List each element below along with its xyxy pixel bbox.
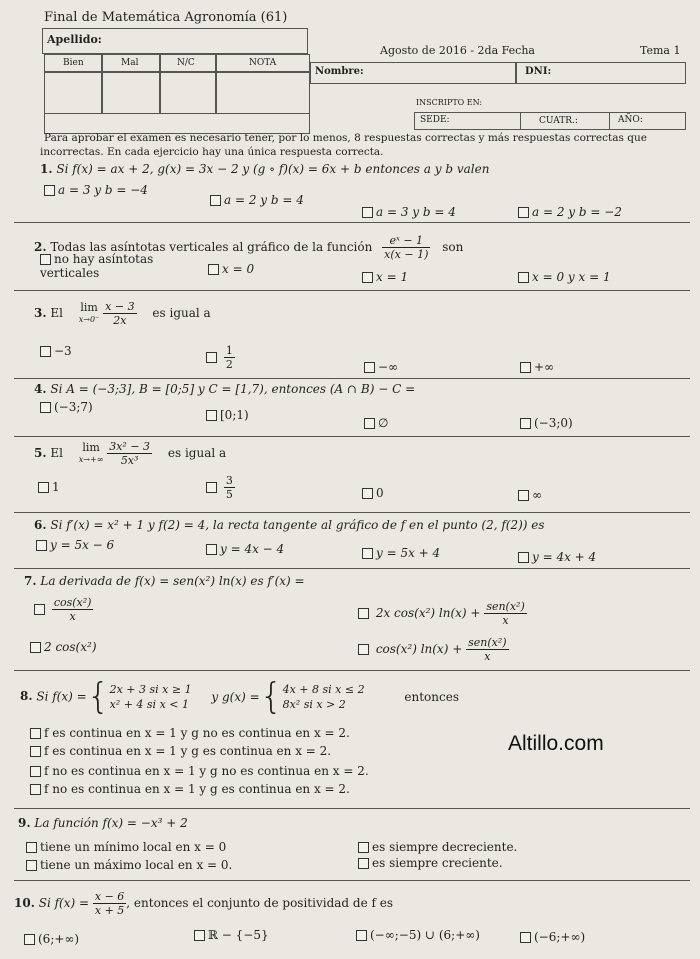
checkbox-icon xyxy=(208,264,219,275)
checkbox-icon xyxy=(364,362,375,373)
q10-option-d[interactable]: (−6;+∞) xyxy=(520,930,585,944)
checkbox-icon xyxy=(30,784,41,795)
q7-option-d[interactable]: cos(x²) ln(x) + $\frac{\text{sen(x²)}}{x}$ xyxy=(358,636,509,663)
divider xyxy=(14,378,690,379)
instructions-line-2: incorrectas. En cada ejercicio hay una única respuesta correcta. xyxy=(40,146,384,158)
checkbox-icon xyxy=(518,552,529,563)
q9-option-c[interactable]: tiene un máximo local en x = 0. xyxy=(26,858,232,872)
checkbox-icon xyxy=(520,418,531,429)
checkbox-icon xyxy=(26,860,37,871)
divider xyxy=(14,568,690,569)
nombre-field[interactable]: Nombre: xyxy=(310,62,516,84)
grade-cell-nota[interactable] xyxy=(216,72,310,114)
checkbox-icon xyxy=(358,608,369,619)
checkbox-icon xyxy=(34,604,45,615)
checkbox-icon xyxy=(194,930,205,941)
q5-stem: 5. El lim x→+∞ $\frac{\text{3x² − 3}}{\text{5x³}}$ es igual a xyxy=(34,440,227,467)
checkbox-icon xyxy=(206,410,217,421)
q2-option-a-line2: verticales xyxy=(40,266,100,280)
q2-option-d[interactable]: x = 0 y x = 1 xyxy=(518,270,611,284)
q10-option-c[interactable]: (−∞;−5) ∪ (6;+∞) xyxy=(356,928,480,942)
q5-option-b[interactable]: $\frac{3}{5}$ xyxy=(206,474,235,501)
grade-col-bien: Bien xyxy=(44,54,102,72)
checkbox-icon xyxy=(206,544,217,555)
q5-option-a[interactable]: 1 xyxy=(38,480,60,494)
q7-option-c[interactable]: 2 cos(x²) xyxy=(30,640,97,654)
checkbox-icon xyxy=(518,272,529,283)
q7-option-b[interactable]: 2x cos(x²) ln(x) + $\frac{\text{sen(x²)}}{x}$ xyxy=(358,600,527,627)
checkbox-icon xyxy=(358,858,369,869)
checkbox-icon xyxy=(356,930,367,941)
checkbox-icon xyxy=(36,540,47,551)
exam-tema: Tema 1 xyxy=(640,44,681,57)
inscripto-label: INSCRIPTO EN: xyxy=(416,98,483,107)
checkbox-icon xyxy=(26,842,37,853)
q10-option-a[interactable]: (6;+∞) xyxy=(24,932,79,946)
q3-option-d[interactable]: +∞ xyxy=(520,360,554,374)
q5-option-d[interactable]: ∞ xyxy=(518,488,542,502)
checkbox-icon xyxy=(206,482,217,493)
q5-option-c[interactable]: 0 xyxy=(362,486,384,500)
q10-stem: 10. Si f(x) = $\frac{x - 6}{x + 5}$ , entonces el conjunto de positividad de f es xyxy=(14,890,394,917)
divider xyxy=(14,880,690,881)
q8-option-b[interactable]: f es continua en x = 1 y g es continua en x = 2. xyxy=(30,744,331,758)
q8-option-a[interactable]: f es continua en x = 1 y g no es continua en x = 2. xyxy=(30,726,350,740)
q8-stem: 8. Si f(x) ={ 2x + 3 si x ≥ 1 x² + 4 si x < 1 y g(x) ={ 4x + 8 si x ≤ 2 8x² si x > 2 entonces xyxy=(20,676,459,717)
checkbox-icon xyxy=(362,488,373,499)
grade-col-mal: Mal xyxy=(102,54,160,72)
checkbox-icon xyxy=(40,254,51,265)
checkbox-icon xyxy=(30,746,41,757)
q3-option-a[interactable]: −3 xyxy=(40,344,72,358)
left-brace-icon: { xyxy=(259,676,283,717)
q6-stem: 6. Si f′(x) = x² + 1 y f(2) = 4, la recta tangente al gráfico de f en el punto (2, f(2)) es xyxy=(34,518,545,532)
q4-stem: 4. Si A = (−3;3], B = [0;5] y C = [1,7), entonces (A ∩ B) − C = xyxy=(34,382,416,396)
divider xyxy=(14,290,690,291)
divider xyxy=(14,808,690,809)
q2-stem: 2. Todas las asíntotas verticales al gráfico de la función $\frac{\text{eˣ − 1}}{x(x - 1)}$ son xyxy=(34,234,464,261)
checkbox-icon xyxy=(518,207,529,218)
divider xyxy=(14,512,690,513)
q6-option-a[interactable]: y = 5x − 6 xyxy=(36,538,114,552)
divider xyxy=(14,670,690,671)
q10-option-b[interactable]: ℝ − {−5} xyxy=(194,928,269,942)
checkbox-icon xyxy=(30,728,41,739)
q9-option-b[interactable]: es siempre decreciente. xyxy=(358,840,517,854)
checkbox-icon xyxy=(362,548,373,559)
q6-option-c[interactable]: y = 5x + 4 xyxy=(362,546,440,560)
checkbox-icon xyxy=(44,185,55,196)
q8-option-c[interactable]: f no es continua en x = 1 y g no es continua en x = 2. xyxy=(30,764,369,778)
q1-option-a[interactable]: a = 3 y b = −4 xyxy=(44,183,148,197)
q4-option-b[interactable]: [0;1) xyxy=(206,408,249,422)
q9-option-d[interactable]: es siempre creciente. xyxy=(358,856,503,870)
checkbox-icon xyxy=(210,195,221,206)
exam-date: Agosto de 2016 - 2da Fecha xyxy=(380,44,535,57)
q7-stem: 7. La derivada de f(x) = sen(x²) ln(x) es f′(x) = xyxy=(24,574,305,588)
q3-option-c[interactable]: −∞ xyxy=(364,360,398,374)
grade-col-nota: NOTA xyxy=(216,54,310,72)
q1-option-d[interactable]: a = 2 y b = −2 xyxy=(518,205,622,219)
checkbox-icon xyxy=(40,402,51,413)
checkbox-icon xyxy=(520,362,531,373)
checkbox-icon xyxy=(358,644,369,655)
checkbox-icon xyxy=(30,766,41,777)
checkbox-icon xyxy=(364,418,375,429)
cuatr-box[interactable]: CUATR.: xyxy=(520,112,610,130)
checkbox-icon xyxy=(40,346,51,357)
q6-option-b[interactable]: y = 4x − 4 xyxy=(206,542,284,556)
apellido-field xyxy=(42,28,308,54)
q4-option-a[interactable]: (−3;7) xyxy=(40,400,93,414)
q6-option-d[interactable]: y = 4x + 4 xyxy=(518,550,596,564)
q4-option-c[interactable]: ∅ xyxy=(364,416,388,430)
exam-title: Final de Matemática Agronomía (61) xyxy=(44,10,288,25)
checkbox-icon xyxy=(24,934,35,945)
grade-cell-bien[interactable] xyxy=(44,72,102,114)
apellido-label: Apellido: xyxy=(47,33,102,46)
checkbox-icon xyxy=(520,932,531,943)
divider xyxy=(14,436,690,437)
q3-stem: 3. El lim x→0⁻ $\frac{x - 3}{2x}$ es igual a xyxy=(34,300,211,327)
q7-option-a[interactable]: $\frac{\text{cos(x²)}}{x}$ xyxy=(34,596,93,623)
divider xyxy=(14,222,690,223)
instructions-line-1: Para aprobar el examen es necesario tener, por lo menos, 8 respuestas correctas y más respuestas correctas que xyxy=(44,132,647,144)
q4-option-d[interactable]: (−3;0) xyxy=(520,416,573,430)
q1-stem: 1. Si f(x) = ax + 2, g(x) = 3x − 2 y (g ∘ f)(x) = 6x + b entonces a y b valen xyxy=(40,162,490,176)
q2-option-a[interactable]: no hay asíntotas xyxy=(40,252,153,266)
checkbox-icon xyxy=(518,490,529,501)
checkbox-icon xyxy=(358,842,369,853)
checkbox-icon xyxy=(206,352,217,363)
sede-label: SEDE: xyxy=(420,115,450,125)
q9-stem: 9. La función f(x) = −x³ + 2 xyxy=(18,816,188,830)
dni-field[interactable]: DNI: xyxy=(516,62,686,84)
checkbox-icon xyxy=(362,272,373,283)
checkbox-icon xyxy=(38,482,49,493)
q1-option-b[interactable]: a = 2 y b = 4 xyxy=(210,193,304,207)
grade-col-nc: N/C xyxy=(160,54,216,72)
q3-option-b[interactable]: $\frac{1}{2}$ xyxy=(206,344,235,371)
checkbox-icon xyxy=(362,207,373,218)
checkbox-icon xyxy=(30,642,41,653)
grade-cell-mal[interactable] xyxy=(102,72,160,114)
q8-option-d[interactable]: f no es continua en x = 1 y g es continua en x = 2. xyxy=(30,782,350,796)
q2-option-b[interactable]: x = 0 xyxy=(208,262,254,276)
q2-option-c[interactable]: x = 1 xyxy=(362,270,408,284)
q9-option-a[interactable]: tiene un mínimo local en x = 0 xyxy=(26,840,226,854)
anio-label: AÑO: xyxy=(618,115,643,125)
q1-option-c[interactable]: a = 3 y b = 4 xyxy=(362,205,456,219)
altillo-watermark: Altillo.com xyxy=(508,732,604,755)
grade-cell-nc[interactable] xyxy=(160,72,216,114)
left-brace-icon: { xyxy=(86,676,110,717)
